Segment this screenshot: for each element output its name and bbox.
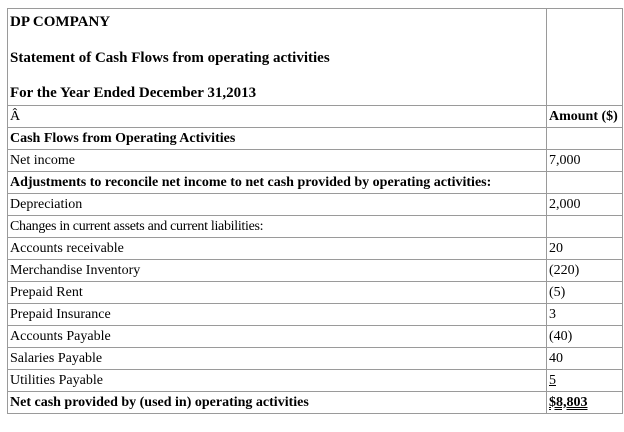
row-label: Accounts Payable xyxy=(8,326,547,348)
amount-cell xyxy=(547,370,623,392)
table-row xyxy=(8,128,623,150)
amount-cell: (220) xyxy=(547,260,623,282)
blank-glyph-cell: Â xyxy=(8,106,547,128)
row-label: Prepaid Insurance xyxy=(8,304,547,326)
table-row xyxy=(8,348,623,370)
table-row xyxy=(8,260,623,282)
statement-period: For the Year Ended December 31,2013 xyxy=(10,84,257,101)
total-row xyxy=(8,392,623,414)
table-row xyxy=(8,370,623,392)
row-label: Prepaid Rent xyxy=(8,282,547,304)
title-cell-blank xyxy=(547,9,623,106)
row-label: Utilities Payable xyxy=(8,370,547,392)
total-amount-cell xyxy=(547,392,623,414)
table-row xyxy=(8,304,623,326)
row-label: Accounts receivable xyxy=(8,238,547,260)
table-row xyxy=(8,172,623,194)
statement-title: Statement of Cash Flows from operating activities xyxy=(10,49,330,66)
total-label: Net cash provided by (used in) operating activities xyxy=(8,392,547,414)
section-heading-adjustments: Adjustments to reconcile net income to net cash provided by operating activities: xyxy=(8,172,547,194)
amount-cell: 3 xyxy=(547,304,623,326)
cash-flow-statement-table xyxy=(7,8,623,414)
section-heading-operating: Cash Flows from Operating Activities xyxy=(8,128,547,150)
table-row xyxy=(8,282,623,304)
amount-cell: 7,000 xyxy=(547,150,623,172)
total-amount: $8,803 xyxy=(549,394,588,410)
table-row xyxy=(8,238,623,260)
header-row xyxy=(8,106,623,128)
row-label: Net income xyxy=(8,150,547,172)
title-cell xyxy=(8,9,547,106)
amount-cell: (40) xyxy=(547,326,623,348)
title-row xyxy=(8,9,623,106)
amount-cell: 40 xyxy=(547,348,623,370)
amount-cell: 20 xyxy=(547,238,623,260)
underlined-amount: 5 xyxy=(549,372,556,388)
amount-column-header: Amount ($) xyxy=(547,106,623,128)
row-label: Salaries Payable xyxy=(8,348,547,370)
row-label: Merchandise Inventory xyxy=(8,260,547,282)
amount-cell: 2,000 xyxy=(547,194,623,216)
table-row xyxy=(8,194,623,216)
amount-cell xyxy=(547,216,623,238)
amount-cell: (5) xyxy=(547,282,623,304)
amount-cell xyxy=(547,172,623,194)
table-row xyxy=(8,216,623,238)
table-row xyxy=(8,326,623,348)
row-label: Depreciation xyxy=(8,194,547,216)
company-name: DP COMPANY xyxy=(10,13,111,30)
amount-cell xyxy=(547,128,623,150)
table-row xyxy=(8,150,623,172)
row-label: Changes in current assets and current liabilities: xyxy=(8,216,547,238)
